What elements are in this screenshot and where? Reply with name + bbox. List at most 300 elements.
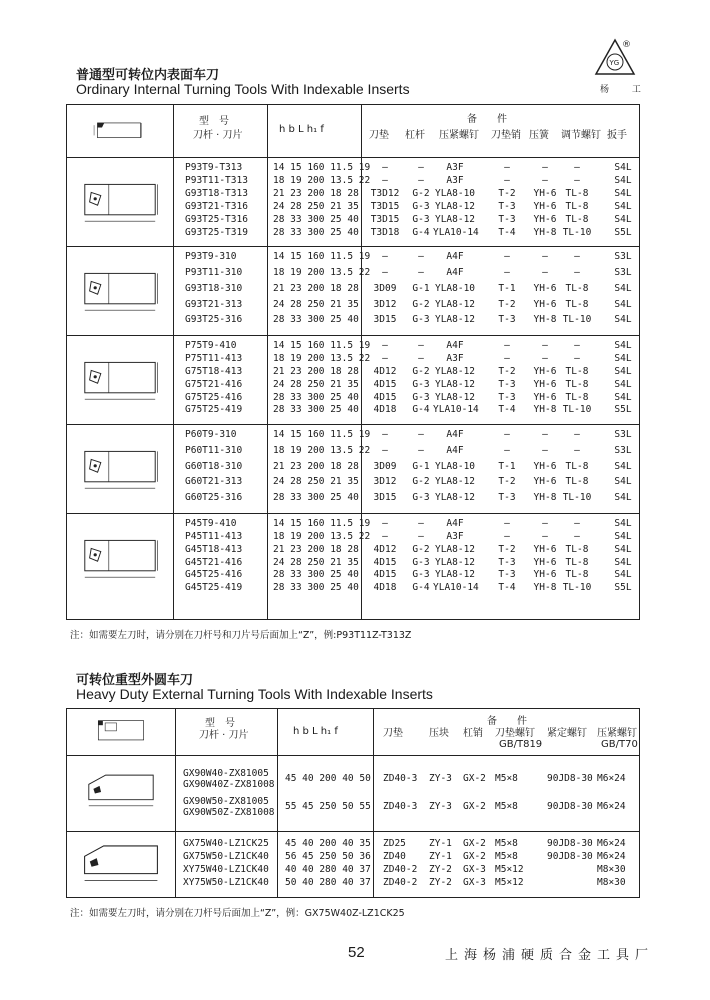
dims-cell: 24 28 250 21 35 [273,476,359,488]
part-cell: 90JD8-30 [547,801,593,812]
dims-cell: 21 23 200 18 28 [273,187,359,199]
part-cell: TL-8 [565,200,589,212]
part-cell: T-3 [498,378,516,390]
part-cell: S3L [614,251,632,263]
dims-cell: 14 15 160 11.5 19 [273,429,371,441]
part-cell: YH-6 [533,543,557,555]
part-cell: YLA8-12 [434,213,476,225]
dims-cell: 21 23 200 18 28 [273,543,359,555]
part-cell: 4D15 [373,378,397,390]
part-cell: T-2 [498,543,516,555]
part-cell: – [504,429,510,441]
part-cell: YH-8 [533,314,557,326]
section2-note: 注：如需要左刀时，请分别在刀杆号后面加上“Z”，例：GX75W40Z-LZ1CK25 [70,908,405,919]
table-hline [67,246,639,247]
svg-text:YG: YG [609,59,620,67]
part-cell: T-2 [498,187,516,199]
part-cell: G-4 [412,582,430,594]
section1-table [66,104,640,620]
part-cell: TL-8 [565,543,589,555]
part-cell: 3D12 [373,298,397,310]
model-cell: G45T25-419 [185,582,243,594]
part-cell: S5L [614,582,632,594]
part-cell: M8×30 [597,877,626,888]
part-cell: G-2 [412,298,430,310]
part-cell: S4L [614,476,632,488]
parts-header: 刀垫 [369,130,389,141]
part-cell: T-3 [498,314,516,326]
part-cell: YH-6 [533,569,557,581]
part-cell: – [574,352,580,364]
part-cell: S4L [614,339,632,351]
tool-drawing-icon [73,715,169,749]
part-cell: – [418,162,424,173]
part-cell: – [418,251,424,263]
dims-header: h b L h₁ f [293,726,338,737]
part-cell: S3L [614,445,632,456]
part-cell: 90JD8-30 [547,838,593,849]
dims-cell: 28 33 300 25 40 [273,404,359,416]
part-cell: T-3 [498,492,516,504]
parts-header: 紧定螺钉 [547,728,587,739]
model-cell: G93T21-313 [185,298,243,310]
part-cell: T-4 [498,226,516,238]
part-cell: ZY-1 [429,851,452,862]
part-cell: G-2 [412,187,430,199]
part-cell: – [542,517,548,529]
model-subheader: 刀杆 · 刀片 [193,130,243,141]
part-cell: M5×8 [495,801,518,812]
model-cell: GX75W50-LZ1CK40 [183,851,269,862]
model-cell: P45T11-413 [185,530,243,542]
model-cell: G93T25-T316 [185,213,248,225]
part-cell: ZY-2 [429,864,452,875]
tool-drawing-icon [73,178,167,226]
dims-cell: 56 45 250 50 36 [285,851,371,862]
part-cell: T-3 [498,569,516,581]
tool-drawing-icon [73,356,167,404]
part-cell: S4L [614,543,632,555]
parts-header: 刀垫 [383,728,403,739]
model-cell: G93T18-310 [185,282,243,294]
part-cell: YLA10-14 [433,404,479,416]
model-cell: G93T18-T313 [185,187,248,199]
part-cell: – [542,429,548,441]
part-cell: – [382,445,388,456]
part-cell: – [382,339,388,351]
part-cell: GX-2 [463,851,486,862]
part-cell: 4D12 [373,543,397,555]
dims-cell: 18 19 200 13.5 22 [273,530,371,542]
part-cell: TL-10 [562,404,592,416]
part-cell: T-4 [498,404,516,416]
model-header: 型 号 [199,116,229,127]
part-cell: S4L [614,314,632,326]
part-cell: – [574,162,580,173]
part-cell: S4L [614,282,632,294]
part-cell: T3D15 [370,213,400,225]
part-cell: 4D12 [373,365,397,377]
part-cell: YH-6 [533,460,557,472]
part-cell: YLA8-12 [434,391,476,403]
part-cell: S5L [614,226,632,238]
part-cell: S4L [614,391,632,403]
parts-header: 调节螺钉 [561,130,601,141]
part-cell: S4L [614,556,632,568]
part-cell: TL-8 [565,365,589,377]
part-cell: G-3 [412,391,430,403]
dims-cell: 21 23 200 18 28 [273,365,359,377]
dims-cell: 45 40 200 40 50 [285,773,371,784]
model-cell: P93T9-310 [185,251,237,263]
part-cell: – [418,174,424,186]
dims-cell: 24 28 250 21 35 [273,298,359,310]
part-cell: T3D15 [370,200,400,212]
part-cell: – [418,429,424,441]
part-cell: YLA10-14 [433,226,479,238]
part-cell: TL-8 [565,213,589,225]
part-cell: – [382,251,388,263]
part-cell: YLA8-10 [434,187,476,199]
part-cell: – [542,267,548,279]
part-cell: – [504,267,510,279]
part-cell: – [418,517,424,529]
part-cell: – [574,517,580,529]
part-cell: ZD40-2 [383,864,418,875]
part-cell: G-3 [412,314,430,326]
part-cell: TL-8 [565,298,589,310]
model-cell: P60T9-310 [185,429,237,441]
part-cell: T-1 [498,460,516,472]
part-cell: YH-6 [533,365,557,377]
part-cell: YH-6 [533,391,557,403]
tool-drawing-icon [73,267,167,315]
part-cell: YLA8-12 [434,314,476,326]
part-cell: – [504,174,510,186]
section1-title-cn: 普通型可转位内表面车刀 [76,68,220,83]
part-cell: S4L [614,174,632,186]
part-cell: ZD40 [383,851,406,862]
model-cell: P45T9-410 [185,517,237,529]
part-cell: T-2 [498,298,516,310]
part-cell: – [574,251,580,263]
part-cell: YLA8-10 [434,282,476,294]
part-cell: ZD40-2 [383,877,418,888]
part-cell: A4F [446,267,464,279]
dims-cell: 55 45 250 50 55 [285,801,371,812]
table-hline [67,335,639,336]
part-cell: G-4 [412,226,430,238]
part-cell: ZY-2 [429,877,452,888]
part-cell: T3D18 [370,226,400,238]
part-cell: YLA8-12 [434,556,476,568]
part-cell: YLA8-12 [434,476,476,488]
part-cell: YH-6 [533,282,557,294]
part-cell: – [574,445,580,456]
part-cell: S4L [614,492,632,504]
part-cell: – [574,429,580,441]
tool-drawing-icon [73,534,167,582]
table-vline [267,105,268,619]
model-cell: P93T11-310 [185,267,243,279]
part-cell: – [418,339,424,351]
parts-header: 扳手 [607,130,627,141]
part-cell: YLA8-12 [434,200,476,212]
part-cell: TL-10 [562,492,592,504]
parts-subheader: GB/T70 [601,739,638,750]
part-cell: ZD40-3 [383,801,418,812]
model-cell: G75T21-416 [185,378,243,390]
part-cell: – [574,267,580,279]
part-cell: – [504,445,510,456]
part-cell: T-2 [498,476,516,488]
dims-cell: 18 19 200 13.5 22 [273,267,371,279]
parts-header: 压紧螺钉 [597,728,637,739]
part-cell: – [574,174,580,186]
part-cell: – [574,530,580,542]
part-cell: T-3 [498,200,516,212]
model-header: 型 号 [205,718,235,729]
company-name: 上海杨浦硬质合金工具厂 [445,948,655,963]
part-cell: – [504,251,510,263]
tool-drawing-icon [73,769,169,815]
part-cell: – [504,530,510,542]
part-cell: S4L [614,352,632,364]
model-cell: P75T9-410 [185,339,237,351]
part-cell: – [382,429,388,441]
model-cell: G75T25-419 [185,404,243,416]
part-cell: YH-6 [533,187,557,199]
part-cell: G-3 [412,213,430,225]
section2-title-cn: 可转位重型外圆车刀 [76,673,194,688]
page-number: 52 [348,944,365,961]
model-cell: G93T25-T319 [185,226,248,238]
table-vline [277,709,278,897]
dims-cell: 21 23 200 18 28 [273,460,359,472]
model-cell: P60T11-310 [185,445,243,456]
part-cell: S4L [614,213,632,225]
part-cell: TL-8 [565,476,589,488]
section2-title-en: Heavy Duty External Turning Tools With Indexable Inserts [76,686,433,702]
part-cell: M5×8 [495,773,518,784]
part-cell: YH-8 [533,226,557,238]
part-cell: YH-8 [533,492,557,504]
part-cell: 4D15 [373,556,397,568]
parts-header: 刀垫销 [491,130,521,141]
dims-cell: 40 40 280 40 37 [285,864,371,875]
registered-mark: ® [622,40,631,50]
part-cell: – [542,352,548,364]
model-cell: XY75W50-LZ1CK40 [183,877,269,888]
part-cell: A4F [446,445,464,456]
part-cell: TL-8 [565,187,589,199]
part-cell: ZY-3 [429,801,452,812]
part-cell: G-1 [412,460,430,472]
part-cell: T3D12 [370,187,400,199]
table-hline [67,157,639,158]
table-hline [67,831,639,832]
part-cell: TL-10 [562,582,592,594]
dims-cell: 18 19 200 13.5 22 [273,174,371,186]
part-cell: 3D09 [373,460,397,472]
part-cell: – [504,162,510,173]
part-cell: 90JD8-30 [547,851,593,862]
part-cell: YH-6 [533,476,557,488]
part-cell: – [574,339,580,351]
part-cell: YLA8-12 [434,492,476,504]
dims-cell: 14 15 160 11.5 19 [273,162,371,173]
part-cell: TL-8 [565,378,589,390]
model-cell: G60T18-310 [185,460,243,472]
part-cell: S4L [614,365,632,377]
part-cell: 3D15 [373,492,397,504]
part-cell: GX-2 [463,838,486,849]
part-cell: TL-8 [565,282,589,294]
part-cell: 3D09 [373,282,397,294]
part-cell: – [418,445,424,456]
part-cell: GX-2 [463,773,486,784]
part-cell: A4F [446,517,464,529]
parts-group-header: 备 件 [467,114,507,125]
part-cell: – [542,445,548,456]
part-cell: G-1 [412,282,430,294]
part-cell: G-2 [412,476,430,488]
part-cell: YLA8-12 [434,543,476,555]
part-cell: 4D18 [373,404,397,416]
part-cell: S4L [614,187,632,199]
dims-cell: 28 33 300 25 40 [273,314,359,326]
part-cell: ZY-3 [429,773,452,784]
part-cell: ZD25 [383,838,406,849]
part-cell: YLA8-12 [434,378,476,390]
table-hline [67,513,639,514]
tool-drawing-icon [71,115,167,149]
tool-drawing-icon [73,445,167,493]
model-cell: P93T9-T313 [185,162,243,173]
model-cell: G75T25-416 [185,391,243,403]
part-cell: YLA8-12 [434,569,476,581]
dims-cell: 18 19 200 13.5 22 [273,352,371,364]
dims-cell: 28 33 300 25 40 [273,226,359,238]
table-hline [67,424,639,425]
part-cell: A4F [446,339,464,351]
part-cell: M6×24 [597,801,626,812]
part-cell: A3F [446,162,464,173]
part-cell: M5×12 [495,877,524,888]
parts-header: 刀垫螺钉 [495,728,535,739]
part-cell: YLA10-14 [433,582,479,594]
table-hline [67,755,639,756]
part-cell: G-4 [412,404,430,416]
part-cell: YH-8 [533,404,557,416]
part-cell: – [504,339,510,351]
part-cell: M5×12 [495,864,524,875]
part-cell: TL-10 [562,314,592,326]
dims-cell: 14 15 160 11.5 19 [273,339,371,351]
part-cell: YLA8-10 [434,460,476,472]
dims-cell: 21 23 200 18 28 [273,282,359,294]
parts-subheader: GB/T819 [499,739,543,750]
part-cell: G-2 [412,543,430,555]
model-cell: G75T18-413 [185,365,243,377]
dims-cell: 45 40 200 40 35 [285,838,371,849]
dims-cell: 24 28 250 21 35 [273,200,359,212]
tool-drawing-icon [73,839,169,891]
dims-cell: 28 33 300 25 40 [273,569,359,581]
part-cell: S3L [614,267,632,279]
model-cell: G60T21-313 [185,476,243,488]
model-cell: G45T21-416 [185,556,243,568]
part-cell: T-3 [498,391,516,403]
dims-cell: 50 40 280 40 37 [285,877,371,888]
part-cell: TL-8 [565,391,589,403]
part-cell: – [542,251,548,263]
part-cell: A3F [446,530,464,542]
part-cell: ZY-1 [429,838,452,849]
part-cell: TL-8 [565,460,589,472]
part-cell: TL-8 [565,569,589,581]
part-cell: YH-6 [533,200,557,212]
part-cell: ZD40-3 [383,773,418,784]
model-cell: GX90W40Z-ZX81008 [183,779,275,790]
part-cell: – [504,517,510,529]
part-cell: – [382,267,388,279]
brand-name: 杨 工 [600,85,651,95]
part-cell: GX-2 [463,801,486,812]
part-cell: YH-6 [533,556,557,568]
parts-header: 压簧 [529,130,549,141]
dims-cell: 24 28 250 21 35 [273,556,359,568]
part-cell: 4D15 [373,569,397,581]
part-cell: – [418,267,424,279]
part-cell: A4F [446,251,464,263]
part-cell: GX-3 [463,877,486,888]
part-cell: – [382,352,388,364]
parts-group-header: 备 件 [487,716,527,727]
part-cell: S4L [614,460,632,472]
part-cell: – [382,517,388,529]
part-cell: YLA8-12 [434,365,476,377]
part-cell: T-1 [498,282,516,294]
part-cell: T-2 [498,365,516,377]
part-cell: – [418,352,424,364]
parts-header: 杠销 [463,728,483,739]
part-cell: M5×8 [495,851,518,862]
part-cell: YH-6 [533,213,557,225]
part-cell: 3D15 [373,314,397,326]
part-cell: S4L [614,517,632,529]
section1-title-en: Ordinary Internal Turning Tools With Indexable Inserts [76,81,410,97]
part-cell: M6×24 [597,838,626,849]
parts-header: 杠杆 [405,130,425,141]
part-cell: 4D18 [373,582,397,594]
part-cell: – [382,174,388,186]
dims-cell: 14 15 160 11.5 19 [273,251,371,263]
table-vline [173,105,174,619]
part-cell: T-3 [498,213,516,225]
part-cell: T-3 [498,556,516,568]
dims-cell: 18 19 200 13.5 22 [273,445,371,456]
section2-table [66,708,640,898]
part-cell: – [382,530,388,542]
part-cell: – [542,339,548,351]
model-cell: GX90W50Z-ZX81008 [183,807,275,818]
dims-cell: 14 15 160 11.5 19 [273,517,371,529]
part-cell: G-3 [412,569,430,581]
part-cell: S4L [614,162,632,173]
part-cell: M6×24 [597,773,626,784]
part-cell: S4L [614,298,632,310]
